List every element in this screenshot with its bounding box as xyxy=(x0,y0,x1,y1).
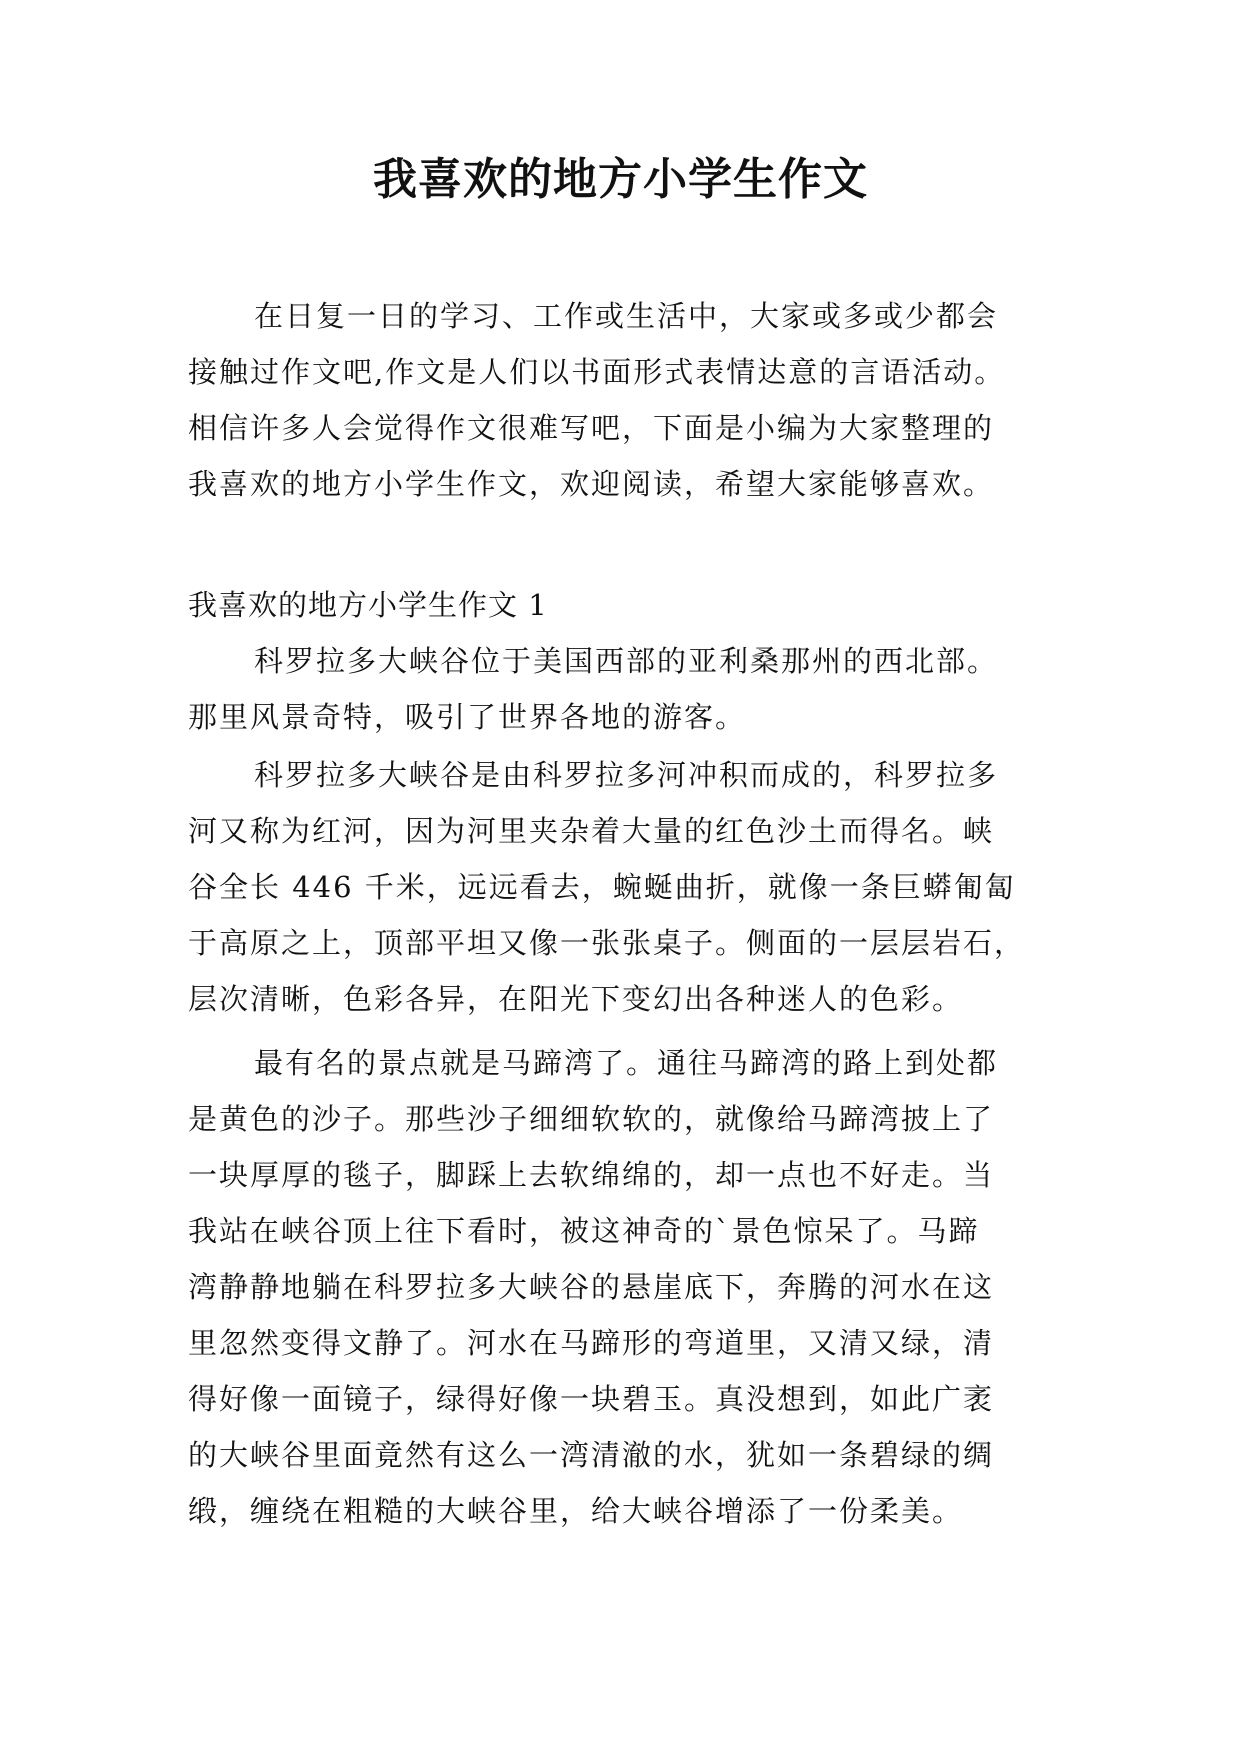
text-line: 科罗拉多大峡谷是由科罗拉多河冲积而成的，科罗拉多 xyxy=(254,758,999,792)
text-line: 我喜欢的地方小学生作文，欢迎阅读，希望大家能够喜欢。 xyxy=(188,467,995,501)
intro-paragraph xyxy=(188,288,1054,512)
text-line: 最有名的景点就是马蹄湾了。通往马蹄湾的路上到处都 xyxy=(254,1046,999,1080)
paragraph-1 xyxy=(188,633,1054,745)
text-line: 是黄色的沙子。那些沙子细细软软的，就像给马蹄湾披上了 xyxy=(188,1102,995,1136)
text-line: 河又称为红河，因为河里夹杂着大量的红色沙土而得名。峡 xyxy=(188,814,995,848)
text-line: 于高原之上，顶部平坦又像一张张桌子。侧面的一层层岩石， xyxy=(188,926,1026,960)
text-line: 湾静静地躺在科罗拉多大峡谷的悬崖底下，奔腾的河水在这 xyxy=(188,1270,995,1304)
text-line: 在日复一日的学习、工作或生活中，大家或多或少都会 xyxy=(254,299,999,333)
document-title: 我喜欢的地方小学生作文 xyxy=(373,154,868,205)
text-line: 相信许多人会觉得作文很难写吧，下面是小编为大家整理的 xyxy=(188,411,995,445)
text-line: 接触过作文吧,作文是人们以书面形式表情达意的言语活动。 xyxy=(188,355,1006,389)
paragraph-2 xyxy=(188,747,1054,1027)
section-heading: 我喜欢的地方小学生作文 1 xyxy=(188,588,548,622)
text-line: 层次清晰，色彩各异，在阳光下变幻出各种迷人的色彩。 xyxy=(188,982,964,1016)
text-line: 的大峡谷里面竟然有这么一湾清澈的水，犹如一条碧绿的绸 xyxy=(188,1438,995,1472)
text-line: 我站在峡谷顶上往下看时，被这神奇的`景色惊呆了。马蹄 xyxy=(188,1214,980,1248)
text-line: 科罗拉多大峡谷位于美国西部的亚利桑那州的西北部。 xyxy=(254,644,999,678)
text-line: 缎，缠绕在粗糙的大峡谷里，给大峡谷增添了一份柔美。 xyxy=(188,1494,964,1528)
text-line: 得好像一面镜子，绿得好像一块碧玉。真没想到，如此广袤 xyxy=(188,1382,995,1416)
text-line: 一块厚厚的毯子，脚踩上去软绵绵的，却一点也不好走。当 xyxy=(188,1158,995,1192)
text-line: 谷全长 446 千米，远远看去，蜿蜒曲折，就像一条巨蟒匍匐 xyxy=(188,870,1016,904)
paragraph-3 xyxy=(188,1035,1054,1539)
text-line: 里忽然变得文静了。河水在马蹄形的弯道里，又清又绿，清 xyxy=(188,1326,995,1360)
text-line: 那里风景奇特，吸引了世界各地的游客。 xyxy=(188,700,747,734)
